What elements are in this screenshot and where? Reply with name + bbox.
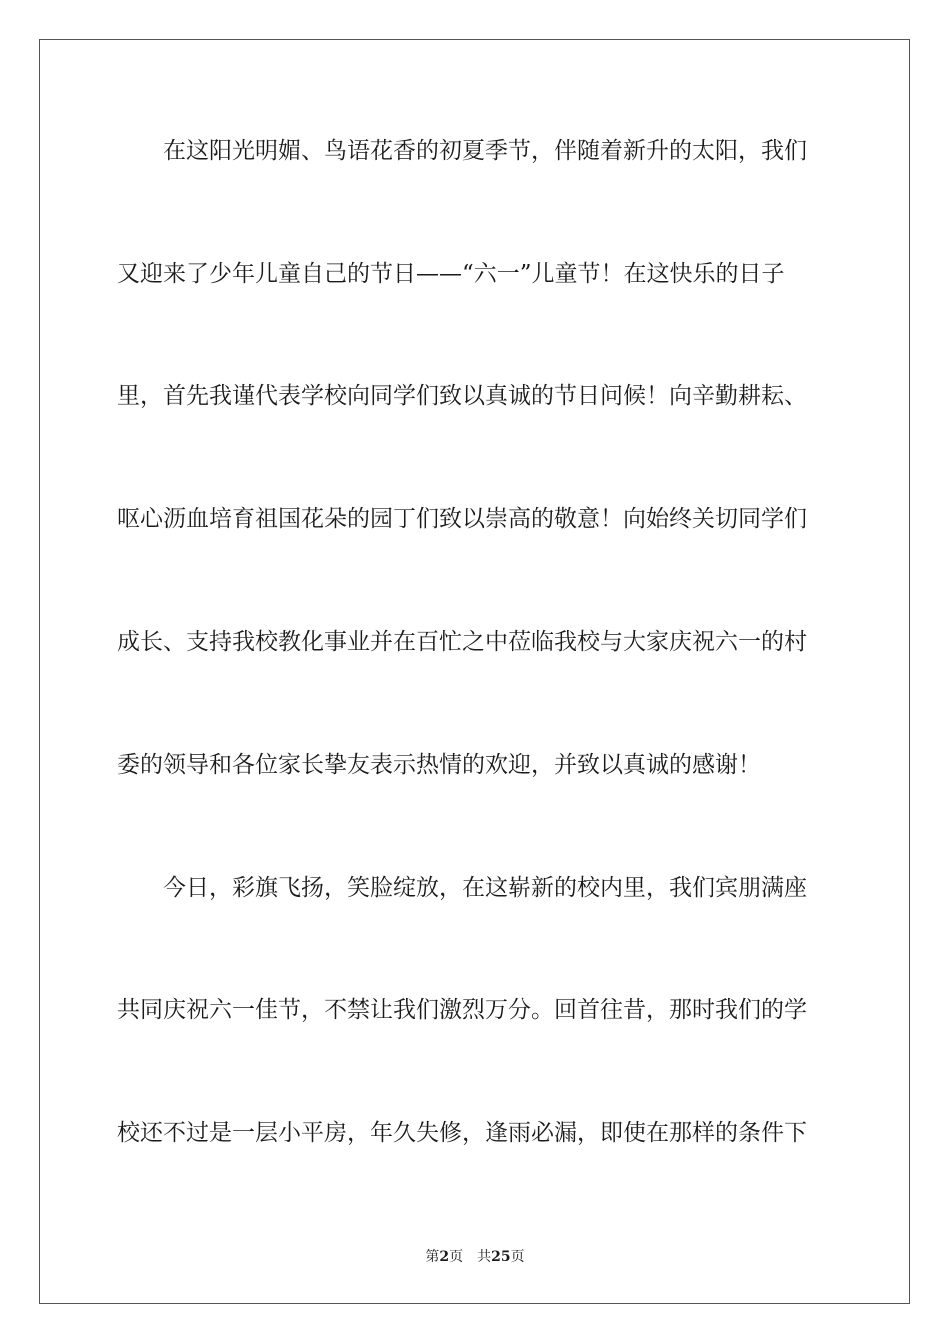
paragraph-1-line-2: 又迎来了少年儿童自己的节日——“六一”儿童节！在这快乐的日子	[117, 261, 785, 287]
paragraph-1-line-5: 成长、支持我校教化事业并在百忙之中莅临我校与大家庆祝六一的村	[117, 629, 807, 655]
paragraph-1-line-4: 呕心沥血培育祖国花朵的园丁们致以崇高的敬意！向始终关切同学们	[117, 506, 807, 532]
page-number: 2	[439, 1249, 450, 1265]
total-prefix: 共	[477, 1249, 492, 1265]
page-prefix: 第	[425, 1249, 440, 1265]
total-pages: 25	[491, 1249, 511, 1265]
paragraph-1-line-6: 委的领导和各位家长挚友表示热情的欢迎，并致以真诚的感谢！	[117, 752, 761, 778]
paragraph-2-line-3: 校还不过是一层小平房，年久失修，逢雨必漏，即使在那样的条件下	[117, 1120, 807, 1146]
total-suffix: 页	[510, 1249, 525, 1265]
paragraph-2-line-1: 今日，彩旗飞扬，笑脸绽放，在这崭新的校内里，我们宾朋满座	[163, 875, 807, 901]
page-suffix: 页	[449, 1249, 464, 1265]
paragraph-1-line-1: 在这阳光明媚、鸟语花香的初夏季节，伴随着新升的太阳，我们	[163, 138, 807, 164]
paragraph-2-line-2: 共同庆祝六一佳节，不禁让我们激烈万分。回首往昔，那时我们的学	[117, 997, 807, 1023]
page-footer	[0, 1247, 950, 1267]
paragraph-1-line-3: 里，首先我谨代表学校向同学们致以真诚的节日问候！向辛勤耕耘、	[117, 383, 807, 409]
